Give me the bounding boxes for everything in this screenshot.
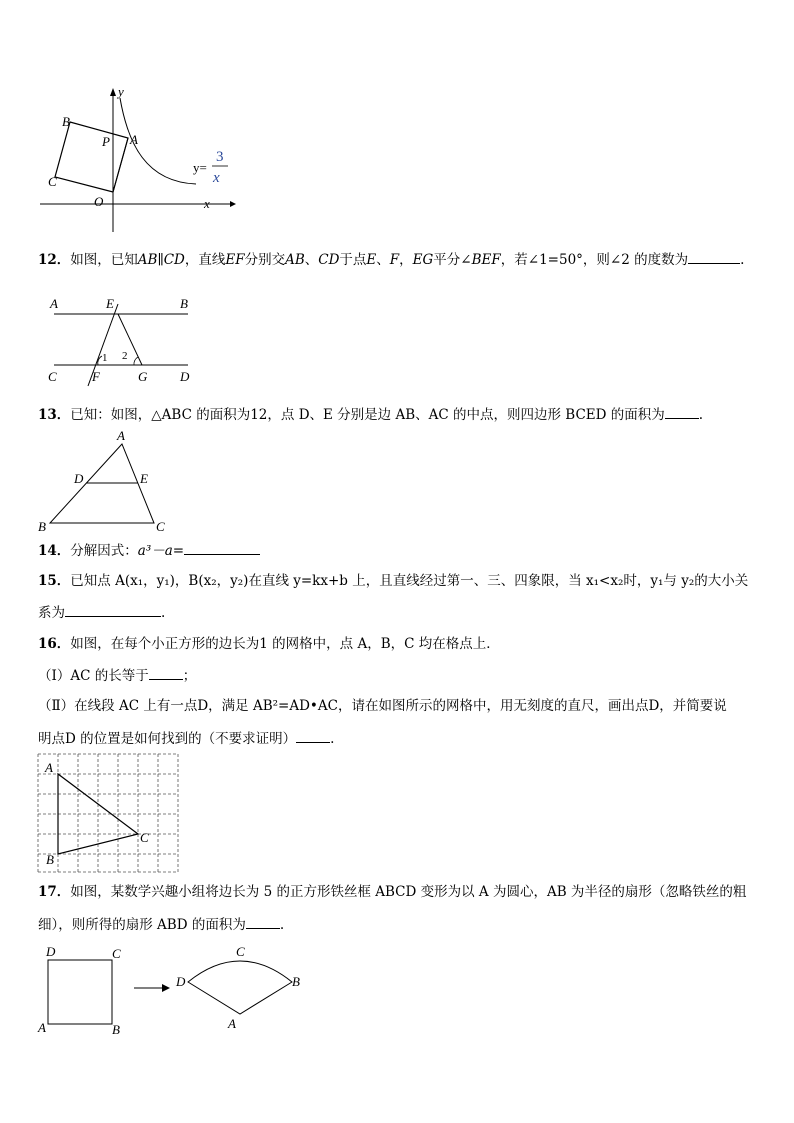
answer-blank[interactable]: [296, 728, 330, 743]
q17-text-2: 细），则所得的扇形 ABD 的面积为: [38, 917, 246, 933]
question-15-line-2: [38, 602, 165, 623]
answer-blank[interactable]: [688, 249, 740, 264]
answer-blank[interactable]: [65, 602, 161, 617]
label-x: x: [204, 196, 210, 211]
label-b: B: [46, 852, 54, 867]
q15-text-2: 系为: [38, 605, 65, 621]
q14-text: 分解因式：: [70, 543, 138, 559]
label-b: B: [38, 519, 46, 534]
q12-text-5: 平分∠: [433, 252, 472, 268]
question-16-line-1: [38, 634, 500, 654]
q12-sep-2: 、: [376, 252, 390, 268]
q16-text-1: 如图，在每个小正方形的边长为1 的网格中，点 A，B，C 均在格点上．: [70, 636, 500, 652]
q12-sep: 、: [304, 252, 319, 268]
q12-f: F: [389, 252, 400, 268]
answer-blank[interactable]: [665, 404, 699, 419]
question-number: 12．: [38, 252, 71, 268]
q17-text-1: 如图，某数学兴趣小组将边长为 5 的正方形铁丝框 ABCD 变形为以 A 为圆心，AB 为半径的扇形（忽略铁丝的粗: [70, 884, 747, 900]
q12-end: .: [740, 252, 745, 268]
q16-part-2-text-2: 明点D 的位置是如何找到的（不要求证明）: [38, 731, 297, 747]
q13-end: .: [698, 407, 704, 423]
label-f: F: [92, 369, 100, 384]
label-p: P: [102, 134, 110, 149]
question-number: 17．: [38, 884, 71, 900]
question-number: 15．: [38, 573, 71, 589]
label-a: A: [117, 428, 125, 443]
label-b: B: [62, 114, 70, 129]
question-16-part-2-line-2: [38, 728, 334, 749]
question-15-line-1: [38, 571, 748, 591]
q12-text-4: 于点: [339, 252, 367, 268]
formula-lhs: y=: [193, 160, 207, 175]
q16-part-1-end: ；: [182, 668, 197, 684]
label-g: G: [138, 369, 148, 384]
label-angle-1: 1: [102, 352, 108, 364]
label-c: C: [156, 519, 165, 534]
label-e: E: [140, 471, 148, 486]
q12-text-3: 分别交: [244, 252, 286, 268]
q12-ab: AB: [285, 252, 305, 268]
label-c: C: [140, 830, 149, 845]
q15-end: .: [161, 605, 166, 621]
q12-ef: EF: [225, 252, 245, 268]
label-d: D: [46, 944, 56, 959]
label-a: A: [130, 132, 138, 147]
label-o: O: [94, 194, 104, 209]
q14-expression: a³－a=: [137, 543, 185, 559]
q12-cd: CD: [318, 252, 340, 268]
q12-text-6: ，若∠1=50°，则∠2 的度数为: [500, 252, 689, 268]
q12-bef: BEF: [471, 252, 501, 268]
figure-11-hyperbola-square: [36, 84, 236, 234]
q12-text-1: 如图，已知: [70, 252, 138, 268]
label-angle-2: 2: [122, 350, 128, 362]
q16-part-1-text: （Ⅰ）AC 的长等于: [38, 668, 149, 684]
question-16-part-2-line-1: [38, 696, 727, 716]
label-b: B: [180, 296, 188, 311]
question-number: 14．: [38, 543, 71, 559]
answer-blank[interactable]: [184, 540, 260, 555]
answer-blank[interactable]: [149, 665, 183, 680]
label-c: C: [112, 946, 121, 961]
q12-eg: EG: [412, 252, 434, 268]
question-14: [38, 540, 260, 561]
q12-comma: ，: [399, 252, 413, 268]
label-a: A: [50, 296, 58, 311]
question-16-part-1: [38, 665, 196, 686]
label-a: A: [38, 1020, 46, 1035]
q16-end: .: [330, 731, 335, 747]
formula-numerator: 3: [216, 149, 224, 165]
label-d: D: [74, 471, 84, 486]
q17-end: .: [279, 917, 285, 933]
answer-blank[interactable]: [246, 914, 280, 929]
figure-12-parallel-lines: [42, 290, 202, 390]
label-d-2: D: [176, 974, 186, 989]
question-number: 16．: [38, 636, 71, 652]
label-c: C: [48, 369, 57, 384]
q12-text-2: ，直线: [184, 252, 226, 268]
question-number: 13．: [38, 407, 71, 423]
q13-text: 已知：如图，△ABC 的面积为12，点 D、E 分别是边 AB、AC 的中点，则四边形 BCED 的面积为: [70, 407, 665, 423]
q15-text-1: 已知点 A(x₁，y₁)，B(x₂，y₂)在直线 y=kx+b 上，且直线经过第一、三、四象限，当 x₁<x₂时，y₁与 y₂的大小关: [70, 573, 749, 589]
label-d: D: [180, 369, 190, 384]
label-y: y: [118, 84, 124, 99]
figure-16-grid: [36, 752, 182, 876]
label-b: B: [112, 1022, 120, 1037]
label-b-2: B: [292, 974, 300, 989]
label-e: E: [106, 296, 114, 311]
figure-13-triangle: [34, 428, 184, 536]
figure-17-square-to-sector: [34, 942, 314, 1042]
question-13: [38, 404, 703, 425]
q12-ab-cd: AB∥CD: [137, 252, 185, 268]
formula-denominator: x: [213, 170, 220, 186]
question-17-line-2: [38, 914, 284, 935]
label-c: C: [48, 174, 57, 189]
question-12: [38, 249, 744, 270]
q16-part-2-text-1: （Ⅱ）在线段 AC 上有一点D，满足 AB²=AD•AC，请在如图所示的网格中，用无刻度的直尺，画出点D，并简要说: [38, 698, 727, 714]
q12-e: E: [366, 252, 377, 268]
label-a: A: [45, 760, 53, 775]
label-c-2: C: [236, 944, 245, 959]
label-a-2: A: [228, 1016, 236, 1031]
question-17-line-1: [38, 882, 746, 902]
